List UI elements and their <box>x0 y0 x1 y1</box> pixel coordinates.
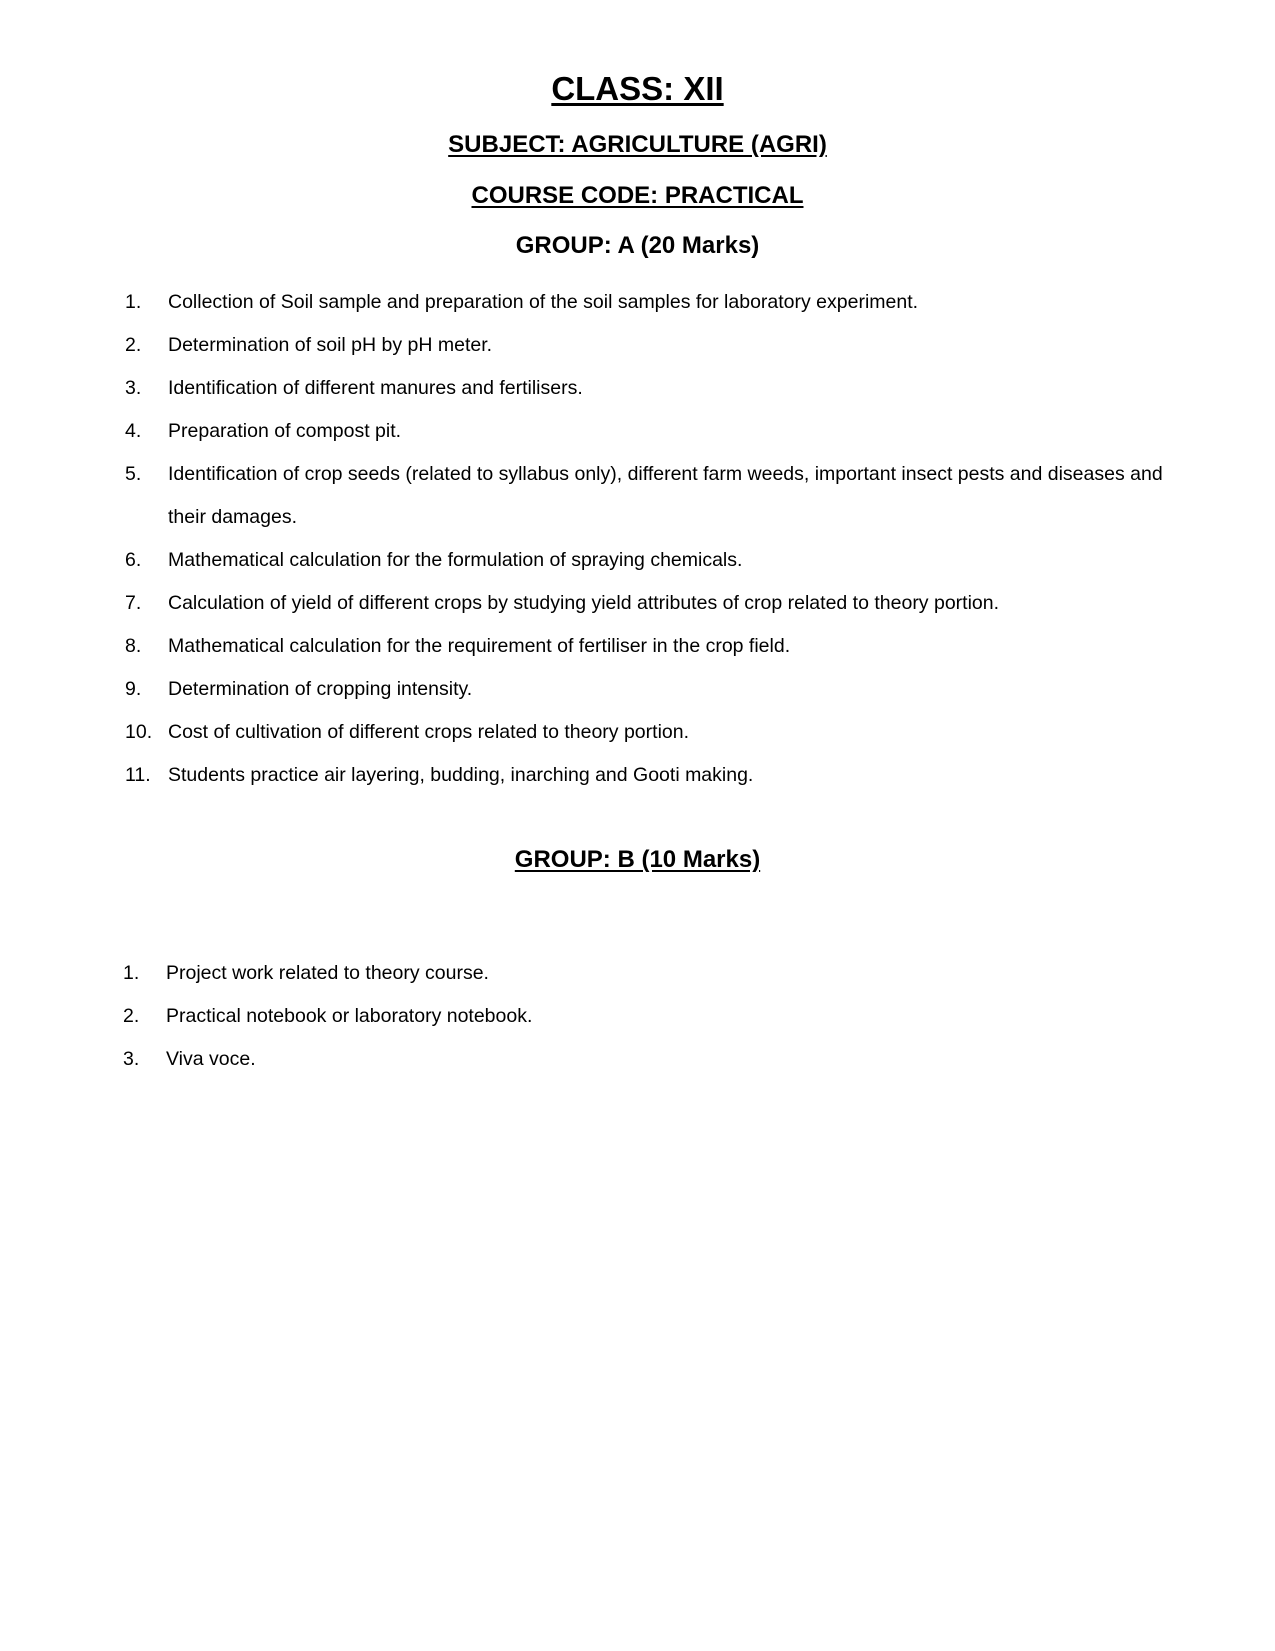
list-item <box>125 668 1175 711</box>
list-item <box>125 582 1175 625</box>
list-item <box>125 625 1175 668</box>
list-item <box>125 539 1175 582</box>
list-item-number: 4. <box>125 420 142 442</box>
list-item <box>123 952 1173 995</box>
list-item-text: Students practice air layering, budding, inarching and Gooti making. <box>168 764 754 786</box>
list-item <box>125 754 1175 797</box>
group-b-list <box>123 952 1173 1081</box>
class-title: CLASS: XII <box>551 70 724 107</box>
list-item-number: 3. <box>125 377 142 399</box>
list-item-text: Viva voce. <box>166 1048 256 1070</box>
list-item-number: 1. <box>125 291 142 313</box>
subject-title: SUBJECT: AGRICULTURE (AGRI) <box>448 131 827 158</box>
list-item-text: Practical notebook or laboratory notebook. <box>166 1005 533 1027</box>
list-item-text: Identification of different manures and fertilisers. <box>168 377 583 399</box>
list-item-text: Mathematical calculation for the requirement of fertiliser in the crop field. <box>168 635 791 657</box>
list-item-number: 11. <box>125 764 151 786</box>
list-item-text: Determination of cropping intensity. <box>168 678 473 700</box>
list-item <box>123 1038 1173 1081</box>
list-item-text: Identification of crop seeds (related to syllabus only), different farm weeds, important insect pests and diseases and their damages. <box>168 463 1163 528</box>
list-item <box>123 995 1173 1038</box>
list-item <box>125 367 1175 410</box>
list-item <box>125 453 1175 539</box>
list-item-text: Project work related to theory course. <box>166 962 489 984</box>
list-item-number: 7. <box>125 592 142 614</box>
list-item-text: Mathematical calculation for the formulation of spraying chemicals. <box>168 549 743 571</box>
list-item-number: 2. <box>123 1005 140 1027</box>
list-item <box>125 281 1175 324</box>
list-item-number: 6. <box>125 549 142 571</box>
list-item-text: Collection of Soil sample and preparation of the soil samples for laboratory experiment. <box>168 291 919 313</box>
list-item-number: 3. <box>123 1048 140 1070</box>
list-item <box>125 410 1175 453</box>
list-item-text: Preparation of compost pit. <box>168 420 402 442</box>
list-item-number: 2. <box>125 334 142 356</box>
list-item-text: Calculation of yield of different crops by studying yield attributes of crop related to theory portion. <box>168 592 1000 614</box>
list-item-text: Cost of cultivation of different crops related to theory portion. <box>168 721 690 743</box>
group-a-title: GROUP: A (20 Marks) <box>515 232 760 259</box>
list-item <box>125 324 1175 367</box>
list-item <box>125 711 1175 754</box>
group-b-title: GROUP: B (10 Marks) <box>514 846 761 873</box>
course-code-title: COURSE CODE: PRACTICAL <box>471 182 804 209</box>
list-item-number: 1. <box>123 962 140 984</box>
list-item-text: Determination of soil pH by pH meter. <box>168 334 493 356</box>
list-item-number: 8. <box>125 635 142 657</box>
group-a-list <box>125 281 1175 797</box>
list-item-number: 5. <box>125 463 142 485</box>
list-item-number: 9. <box>125 678 142 700</box>
list-item-number: 10. <box>125 721 153 743</box>
